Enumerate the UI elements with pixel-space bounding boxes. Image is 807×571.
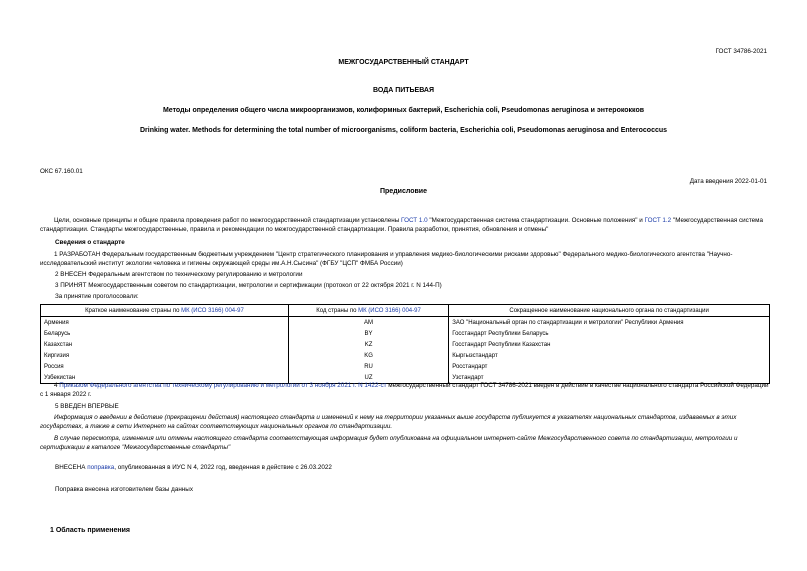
table-row	[41, 350, 770, 361]
country-cell: Армения	[41, 317, 289, 329]
body-cell: ЗАО "Национальный орган по стандартизации и метрологии" Республики Армения	[449, 317, 770, 329]
amendment-line: ВНЕСЕНА поправка, опубликованная в ИУС N 4, 2022 год, введенная в действие с 26.03.2022	[55, 464, 332, 471]
item-3-adopted: 3 ПРИНЯТ Межгосударственным советом по стандартизации, метрологии и сертификации (протокол от 22 октября 2021 г. N 144-П)	[55, 282, 442, 289]
code-cell: KG	[288, 350, 448, 361]
item-5-first-introduced: 5 ВВЕДЕН ВПЕРВЫЕ	[55, 403, 119, 410]
item-2-submitted: 2 ВНЕСЕН Федеральным агентством по техническому регулированию и метрологии	[55, 271, 303, 278]
oks-code: ОКС 67.160.01	[40, 168, 83, 175]
country-cell: Беларусь	[41, 328, 289, 339]
body-cell: Узстандарт	[449, 372, 770, 384]
item-1-developed: 1 РАЗРАБОТАН Федеральным государственным бюджетным учреждением "Центр стратегического планирования и управления медико-биологическими рисками здоровью" Федерального медико-биологического агентства "Научно-исследовательский институт экологии человека и гигиены окружающей среды им.А.Н.Сысина" (ФГБУ "ЦСП" ФМБА России)	[40, 251, 733, 267]
table-row	[41, 339, 770, 350]
voted-label: За принятие проголосовали:	[55, 293, 139, 300]
amendment-note: Поправка внесена изготовителем базы данных	[55, 486, 193, 493]
code-cell: BY	[288, 328, 448, 339]
standard-info-heading: Сведения о стандарте	[55, 239, 125, 246]
mk-iso-link[interactable]: МК (ИСО 3166) 004-97	[358, 307, 421, 314]
gost-1-0-link[interactable]: ГОСТ 1.0	[401, 217, 428, 224]
rosstandart-order-link[interactable]: Приказом Федерального агентства по техническому регулированию и метрологии от 3 ноября 2021 г. N 1422-ст	[59, 382, 387, 389]
mk-iso-link[interactable]: МК (ИСО 3166) 004-97	[181, 307, 244, 314]
standard-type-heading: МЕЖГОСУДАРСТВЕННЫЙ СТАНДАРТ	[338, 59, 469, 66]
document-subtitle-ru: Методы определения общего числа микроорганизмов, колиформных бактерий, Escherichia coli, Pseudomonas aeruginosa и энтерококков	[162, 107, 645, 114]
foreword-paragraph	[40, 216, 770, 234]
foreword-text: "Межгосударственная система стандартизации. Основные положения" и	[427, 217, 645, 224]
body-cell: Росстандарт	[449, 361, 770, 372]
column-header-country: Краткое наименование страны по МК (ИСО 3166) 004-97	[41, 305, 289, 317]
table-row	[41, 361, 770, 372]
code-cell: UZ	[288, 372, 448, 384]
table-header-row	[41, 305, 770, 317]
introduction-date: Дата введения 2022-01-01	[689, 178, 767, 185]
body-cell: Госстандарт Республики Казахстан	[449, 339, 770, 350]
amendment-link[interactable]: поправка	[87, 464, 115, 471]
revision-note: В случае пересмотра, изменения или отмены настоящего стандарта соответствующая информация будет опубликована на официальном интернет-сайте Межгосударственного совета по стандартизации, метрологии и сертификации в каталоге "Межгосударственные стандарты"	[40, 435, 738, 451]
code-cell: RU	[288, 361, 448, 372]
country-cell: Узбекистан	[41, 372, 289, 384]
table-row	[41, 317, 770, 329]
code-cell: AM	[288, 317, 448, 329]
document-title-ru: ВОДА ПИТЬЕВАЯ	[372, 87, 435, 94]
voting-countries-table	[40, 304, 770, 384]
body-cell: Госстандарт Республики Беларусь	[449, 328, 770, 339]
section-1-heading: 1 Область применения	[50, 527, 130, 534]
item-4-enacted: 4 Приказом Федерального агентства по техническому регулированию и метрологии от 3 ноября 2021 г. N 1422-ст межгосударственный стандарт ГОСТ 34786-2021 введен в действие в качестве национального стандарта Российской Федерации с 1 января 2022 г.	[40, 382, 769, 398]
code-cell: KZ	[288, 339, 448, 350]
column-header-code: Код страны по МК (ИСО 3166) 004-97	[288, 305, 448, 317]
table-row	[41, 328, 770, 339]
document-title-en: Drinking water. Methods for determining the total number of microorganisms, coliform bacteria, Escherichia coli, Pseudomonas aeruginosa and Enterococcus	[139, 127, 668, 134]
country-cell: Россия	[41, 361, 289, 372]
foreword-heading: Предисловие	[380, 188, 427, 195]
country-cell: Казахстан	[41, 339, 289, 350]
foreword-text: "Межгосударственная система стандартизации. Стандарты межгосударственные, правила и рекомендации по межгосударственной стандартизации. Правила разработки, принятия, обновления и отмены"	[40, 217, 763, 233]
column-header-body: Сокращенное наименование национального органа по стандартизации	[449, 305, 770, 317]
information-note: Информация о введении в действие (прекращении действия) настоящего стандарта и изменений к нему на территории указанных выше государств публикуется в указателях национальных стандартов, издаваемых в этих государствах, а также в сети Интернет на сайтах соответствующих национальных органов по стандартизации.	[40, 414, 737, 430]
document-id: ГОСТ 34786-2021	[715, 48, 767, 55]
foreword-text: Цели, основные принципы и общие правила проведения работ по межгосударственной стандартизации установлены	[54, 217, 402, 224]
country-cell: Киргизия	[41, 350, 289, 361]
gost-1-2-link[interactable]: ГОСТ 1.2	[644, 217, 672, 224]
body-cell: Кыргызстандарт	[449, 350, 770, 361]
